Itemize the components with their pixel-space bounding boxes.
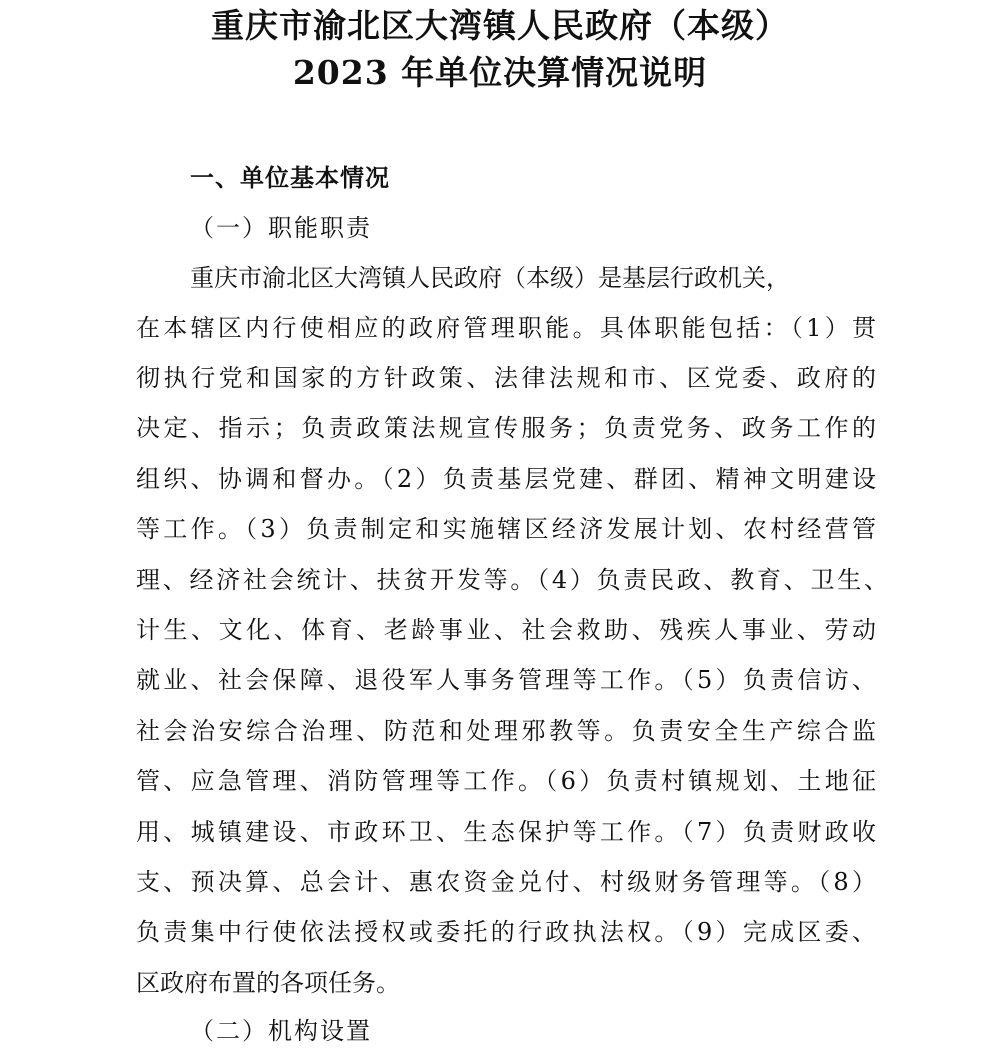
paragraph-line: 区政府布置的各项任务。 — [136, 969, 400, 997]
paragraph-line: 负责集中行使依法授权或委托的行政执法权。（9）完成区委、 — [136, 918, 876, 946]
paragraph-line: 计生、文化、体育、老龄事业、社会救助、残疾人事业、劳动 — [136, 616, 876, 644]
subsection-heading-organization: （二）机构设置 — [190, 1017, 372, 1045]
paragraph-line: 社会治安综合治理、防范和处理邪教等。负责安全生产综合监 — [136, 717, 876, 745]
paragraph-line: 彻执行党和国家的方针政策、法律法规和市、区党委、政府的 — [136, 364, 876, 392]
document-title-line-2: 2023 年单位决算情况说明 — [292, 53, 708, 92]
paragraph-line: 管、应急管理、消防管理等工作。（6）负责村镇规划、土地征 — [136, 767, 876, 795]
paragraph-line: 用、城镇建设、市政环卫、生态保护等工作。（7）负责财政收 — [136, 818, 876, 846]
paragraph-line: 重庆市渝北区大湾镇人民政府（本级）是基层行政机关， — [190, 264, 790, 292]
paragraph-line: 支、预决算、总会计、惠农资金兑付、村级财务管理等。（8） — [136, 868, 876, 896]
section-heading-basic-info: 一、单位基本情况 — [190, 164, 390, 192]
subsection-heading-functions: （一）职能职责 — [190, 214, 372, 242]
paragraph-line: 就业、社会保障、退役军人事务管理等工作。（5）负责信访、 — [136, 666, 876, 694]
paragraph-line: 在本辖区内行使相应的政府管理职能。具体职能包括：（1）贯 — [136, 314, 876, 342]
paragraph-line: 等工作。（3）负责制定和实施辖区经济发展计划、农村经营管 — [136, 515, 876, 543]
paragraph-line: 决定、指示；负责政策法规宣传服务；负责党务、政务工作的 — [136, 414, 876, 442]
paragraph-line: 组织、协调和督办。（2）负责基层党建、群团、精神文明建设 — [136, 465, 876, 493]
document-title-line-1: 重庆市渝北区大湾镇人民政府（本级） — [211, 6, 789, 45]
paragraph-line: 理、经济社会统计、扶贫开发等。（4）负责民政、教育、卫生、 — [136, 566, 888, 594]
